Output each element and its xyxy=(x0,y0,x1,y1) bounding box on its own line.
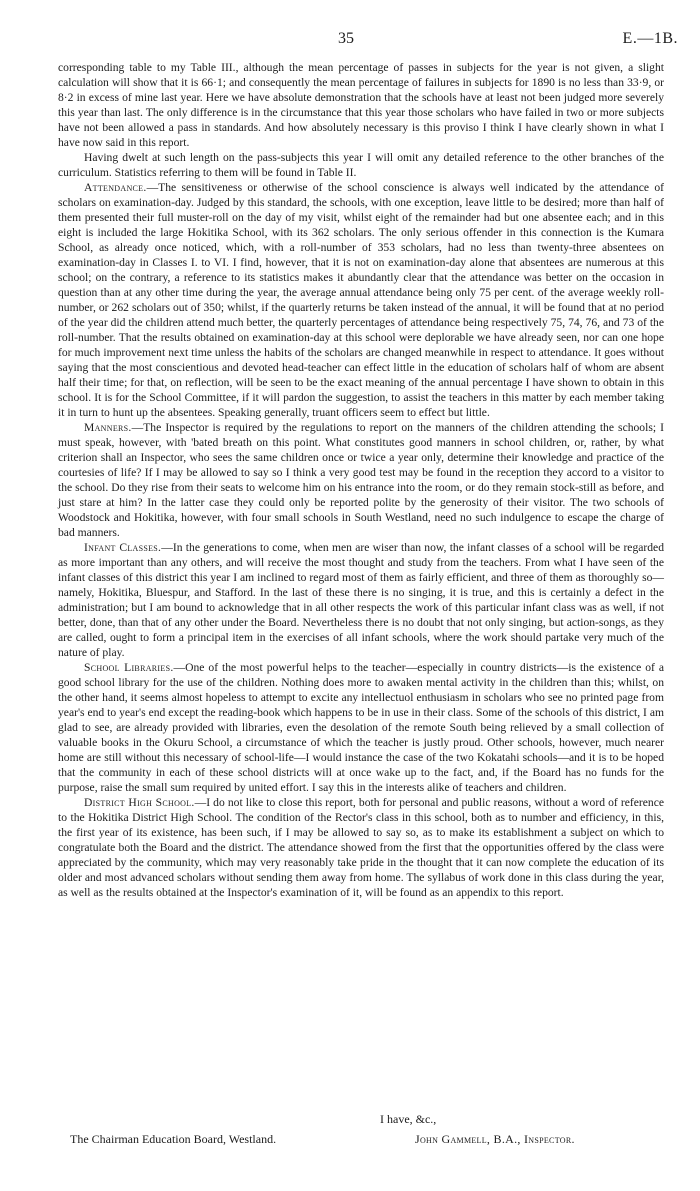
paragraph-text: Having dwelt at such length on the pass-subjects this year I will omit any detailed reference to the other branches of the curriculum. Statistics referring to them will be found in Table II. xyxy=(58,151,664,179)
paragraph-infant-classes xyxy=(58,540,664,660)
paragraph-passes-continued xyxy=(58,60,664,150)
paragraph-manners xyxy=(58,420,664,540)
document-reference: E.—1B. xyxy=(622,30,678,47)
section-heading-district-high-school: District High School. xyxy=(84,796,195,809)
report-body xyxy=(58,60,664,900)
paragraph-curriculum xyxy=(58,150,664,180)
paragraph-text: —In the generations to come, when men are wiser than now, the infant classes of a school will be regarded as more important than any others, and will receive the most thought and study from the teachers. From what I have seen of the infant classes of this district this year I am inclined to regard most of them as fairly efficient, and three of them as thoroughly so—namely, Hokitika, Bluespur, and Stafford. In the last of these there is no singing, it is true, and this is certainly a defect in the administration; but I am bound to acknowledge that in all other respects the work of this particular infant class was as well, if not better, done, than that of any other under the Board. Nevertheless there is no doubt that not only singing, but action-songs, as they are called, ought to form a principal item in the exercises of all infant schools, where the work should partake very much of the nature of play. xyxy=(58,541,664,659)
closing-salutation: I have, &c., xyxy=(380,1112,437,1126)
paragraph-school-libraries xyxy=(58,660,664,795)
section-heading-school-libraries: School Libraries. xyxy=(84,661,174,674)
section-heading-infant-classes: Infant Classes. xyxy=(84,541,162,554)
addressee: The Chairman Education Board, Westland. xyxy=(70,1132,277,1146)
page-number: 35 xyxy=(338,30,354,47)
paragraph-text: —I do not like to close this report, both for personal and public reasons, without a word of reference to the Hokitika District High School. The condition of the Rector's class in this school, both as to number and efficiency, in this, the first year of its existence, has been such, if I may be allowed to say so, as to make its establishment a subject on which to congratulate both the Board and the district. The attendance showed from the first that the opportunities offered by the class were appreciated by the community, which may very reasonably take pride in the thought that it can now complete the education of its older and most advanced scholars without sending them away from home. The syllabus of work done in this class during the year, as well as the results obtained at the Inspector's examination of it, will be found as an appendix to this report. xyxy=(58,796,664,899)
section-heading-attendance: Attendance. xyxy=(84,181,147,194)
closing-line xyxy=(0,1132,700,1150)
inspector-signature: John Gammell, B.A., Inspector. xyxy=(415,1132,575,1146)
paragraph-text: —One of the most powerful helps to the teacher—especially in country districts—is the existence of a good school library for the use of the children. Nothing does more to awaken mental activity in the children than this; whilst, on the other hand, it seems almost hopeless to attempt to excite any intellectuol enthusiasm in scholars who see no printed page from year's end to year's end except the reading-book which happens to be in use in their class. Some of the schools of this district, I am glad to see, are already provided with libraries, even the desolation of the remote South being relieved by a small collection of valuable books in the Okuru School, a circumstance of which the teacher is justly proud. Other schools, however, much nearer home are still without this necessary of school-life—I would instance the case of the two Kokatahi schools—and it is to be hoped that the community in each of these school districts will at once wake up to the fact, and, if the Board has no funds for the purpose, raise the small sum required by united effort. I say this in the interests alike of teachers and children. xyxy=(58,661,664,794)
paragraph-attendance xyxy=(58,180,664,420)
paragraph-text: —The sensitiveness or otherwise of the school conscience is always well indicated by the attendance of scholars on examination-day. Judged by this standard, the schools, with one exception, leave little to be desired; more than half of them presented their full muster-roll on the day of my visit, whilst eight of the remainder had but one absentee each; and in this eight is included the large Hokitika School, with its 362 scholars. The only serious offender in this connection is the Kumara School, as already once noticed, which, with a roll-number of 353 scholars, had no less than twenty-three absentees on examination-day in Classes I. to VI. I find, however, that it is not on examination-day alone that absentees are numerous at this school; on the contrary, a reference to its statistics makes it abundantly clear that the attendance was better on the occasion in question than at any other time during the year, the average annual attendance being only 75 per cent. of the average weekly roll-number, or 262 scholars out of 350; whilst, if the quarterly returns be taken instead of the annual, it will be found that at no period of the year did the children attend much better, the quarterly percentages of attendance being respectively 75, 74, 76, and 73 of the roll-number. That the results obtained on examination-day at this school were deplorable we have already seen, nor can one hope for much improvement next time unless the habits of the scholars are changed meanwhile in respect to attendance. It goes without saying that the most conscientious and devoted head-teacher can effect little in the education of scholars half of whom are absent half their time; for that, on reflection, will be seen to be the exact meaning of the annual percentage I have shown to obtain in this school. It is for the School Committee, if it will pardon the suggestion, to assist the teachers in this matter by each member taking it in turn to hunt up the absentees. Speaking generally, truant officers seem to effect but little. xyxy=(58,181,664,419)
section-heading-manners: Manners. xyxy=(84,421,132,434)
paragraph-text: corresponding table to my Table III., although the mean percentage of passes in subjects for the year is not given, a slight calculation will show that it is 66·1; and consequently the mean percentage of failures in subjects for 1890 is no less than 33·9, or 8·2 in excess of mine last year. Here we have absolute demonstration that the schools have at least not been judged more severely this year than last. The only difference is in the circumstance that this year those scholars who have failed in two or more subjects have not been allowed a pass in standards. And how absolutely necessary is this proviso I think I have clearly shown in what I have now said in this report. xyxy=(58,61,664,149)
paragraph-district-high-school xyxy=(58,795,664,900)
paragraph-text: —The Inspector is required by the regulations to report on the manners of the children attending the schools; I must speak, however, with 'bated breath on this point. What constitutes good manners in school children, or, rather, by what criterion shall an Inspector, who sees the same children once or twice a year only, determine their knowledge and practice of the courtesies of life? If I may be allowed to say so I think a very good test may be found in the reception they accord to a visitor to the school. Do they rise from their seats to welcome him on his entrance into the room, or do they remain stock-still as before, and just stare at him? In the latter case they could only be reported polite by the generosity of their visitor. The two schools of Woodstock and Hokitika, however, with four small schools in South Westland, need no such indulgence to escape the charge of bad manners. xyxy=(58,421,664,539)
page-header xyxy=(0,30,700,54)
